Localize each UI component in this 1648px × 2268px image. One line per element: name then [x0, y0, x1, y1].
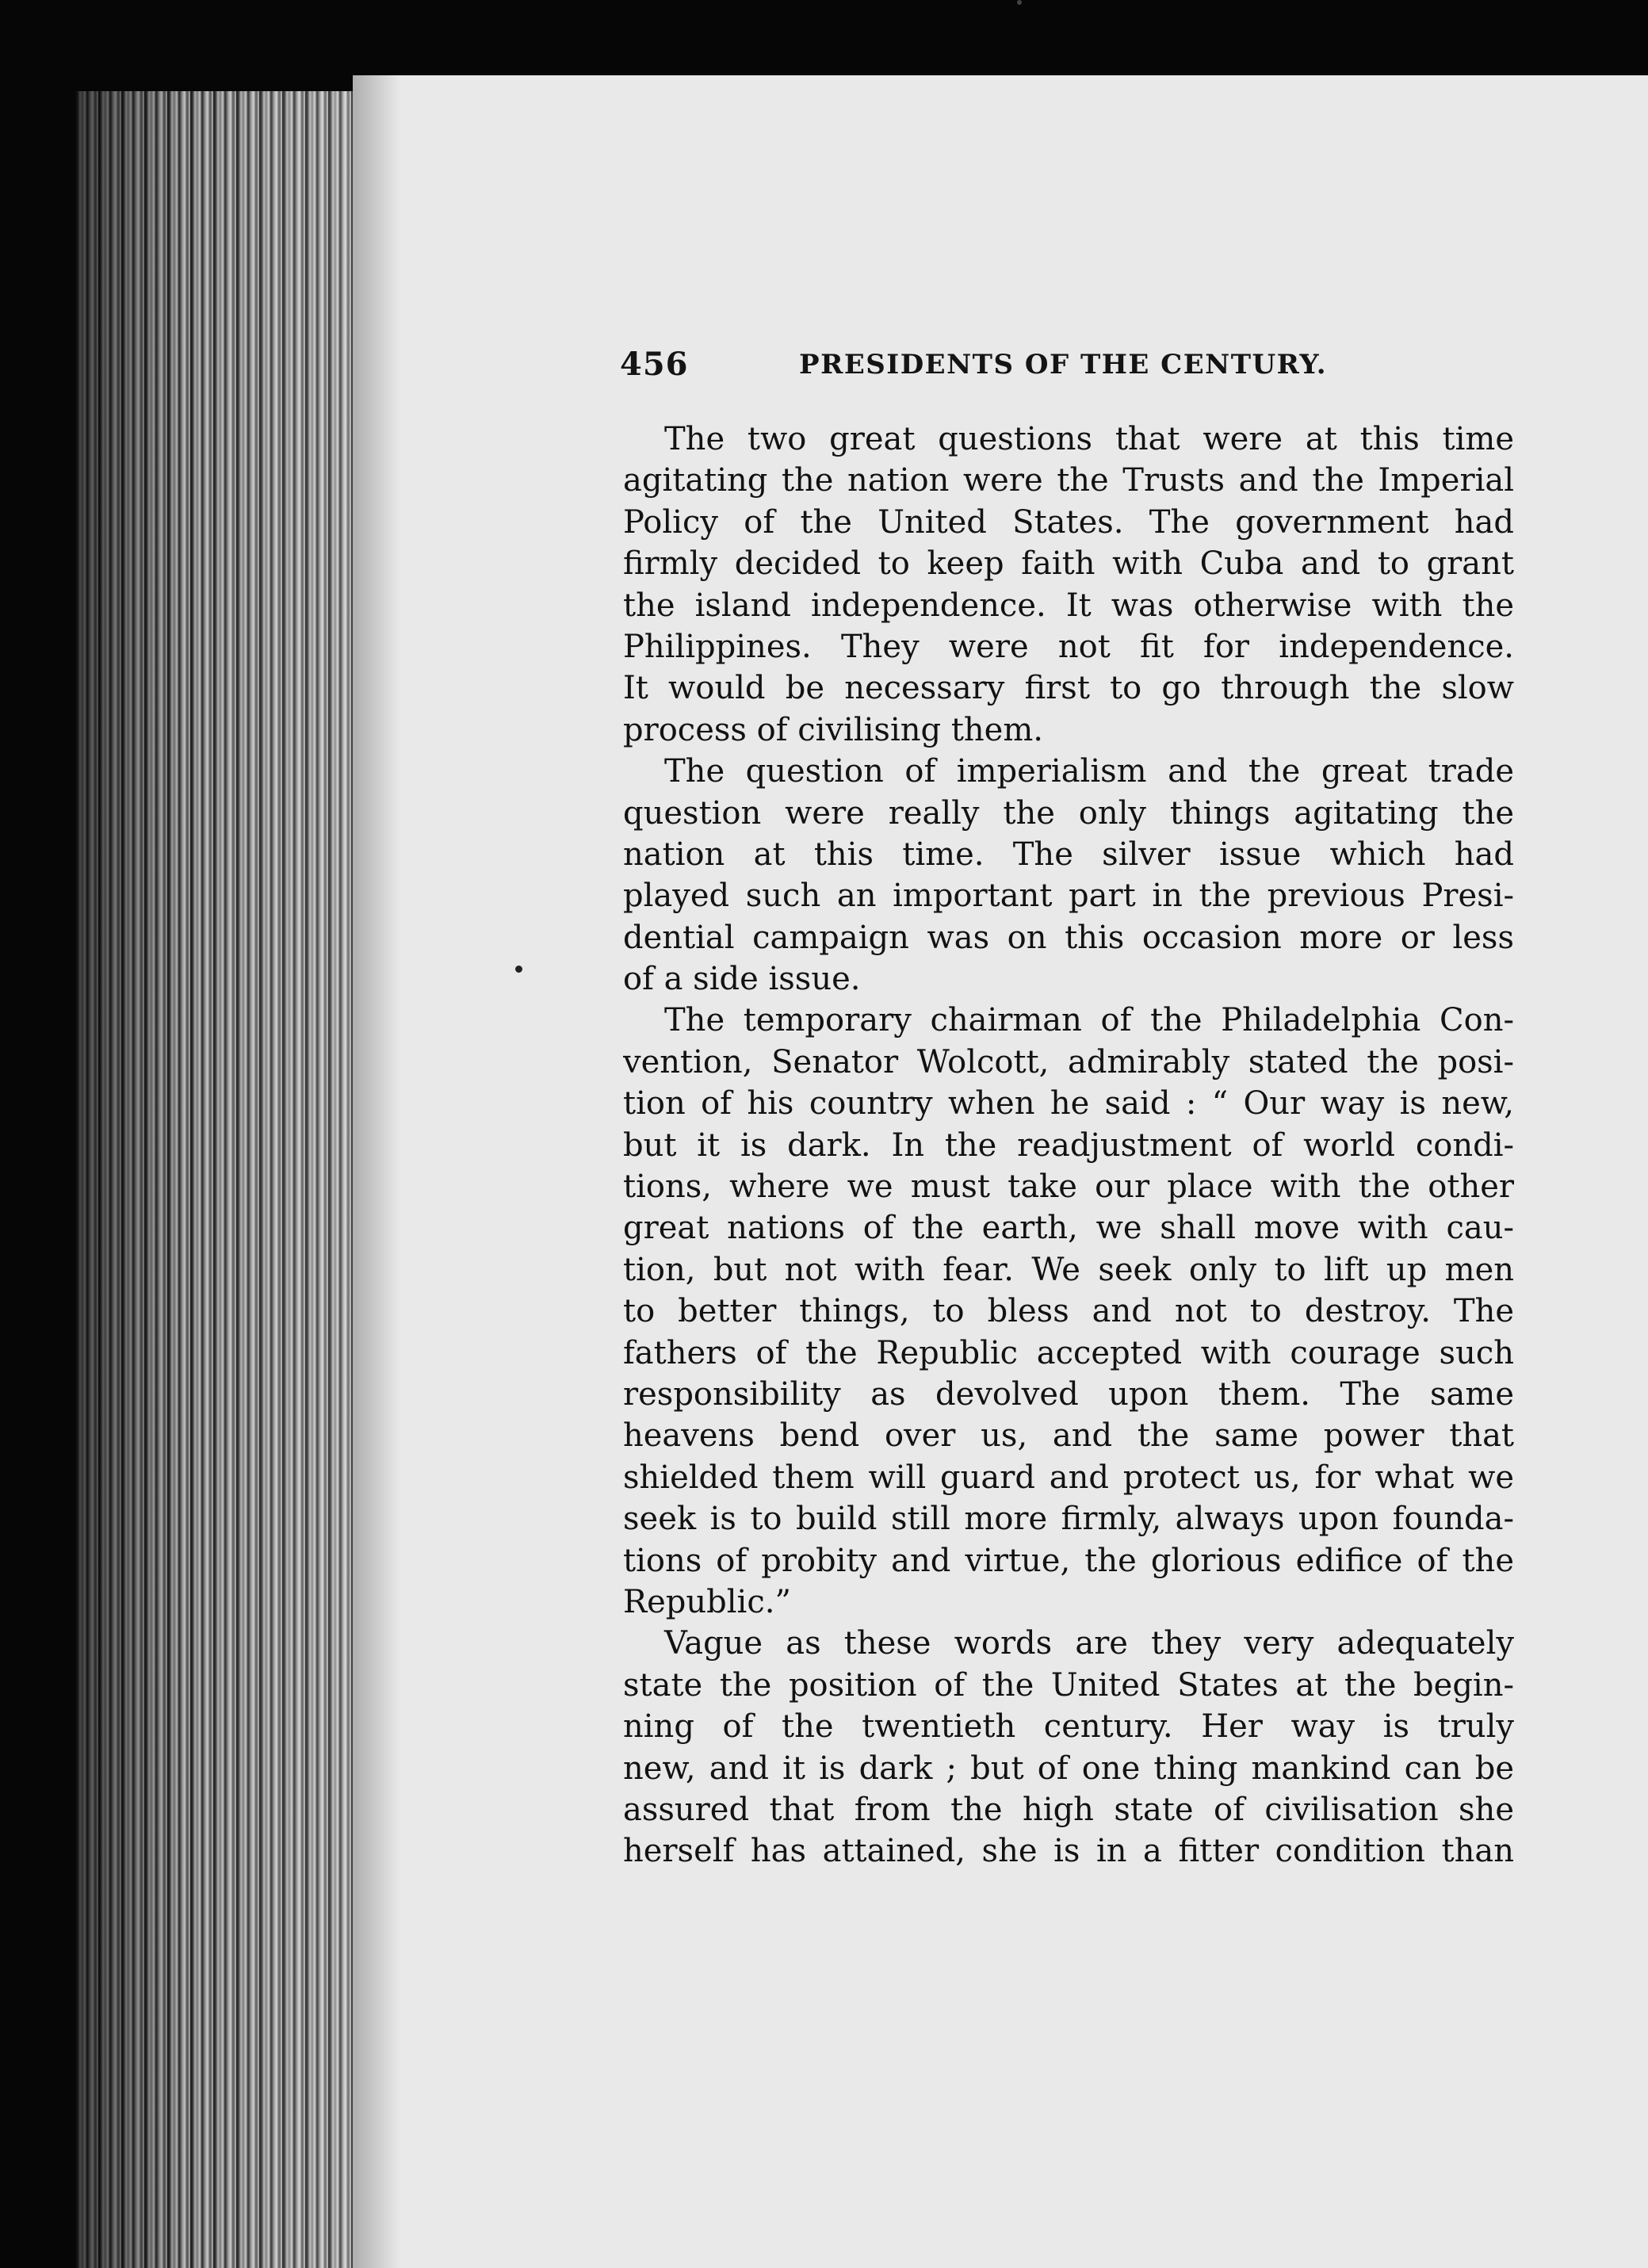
text-line: tion of his country when he said : “ Our way is new, — [623, 1085, 1514, 1123]
text-line: Policy of the United States. The government had — [623, 503, 1514, 541]
page-number: 456 — [620, 346, 689, 383]
body-text — [623, 419, 1514, 1872]
text-line: new, and it is dark ; but of one thing mankind can be — [623, 1750, 1514, 1787]
text-line: vention, Senator Wolcott, admirably stated the posi- — [623, 1043, 1514, 1080]
text-line: The question of imperialism and the great trade — [664, 753, 1514, 790]
running-title: PRESIDENTS OF THE CENTURY. — [799, 349, 1328, 381]
text-line: fathers of the Republic accepted with courage such — [623, 1334, 1514, 1371]
text-line: ning of the twentieth century. Her way is truly — [623, 1708, 1514, 1746]
text-line: The temporary chairman of the Philadelphia Con- — [664, 1002, 1514, 1039]
text-line: but it is dark. In the readjustment of world condi- — [623, 1126, 1514, 1164]
text-line: tions of probity and virtue, the glorious edifice of the — [623, 1542, 1514, 1579]
text-line: of a side issue. — [623, 961, 861, 998]
text-line: great nations of the earth, we shall move with cau- — [623, 1210, 1514, 1247]
text-line: process of civilising them. — [623, 711, 1043, 748]
text-line: Philippines. They were not fit for independence. — [623, 628, 1514, 665]
text-line: herself has attained, she is in a fitter condition than — [623, 1833, 1514, 1870]
scan-speck — [515, 966, 522, 973]
text-line: responsibility as devolved upon them. The same — [623, 1375, 1514, 1413]
text-line: state the position of the United States at the begin- — [623, 1666, 1514, 1704]
running-head — [620, 346, 1516, 393]
text-line: nation at this time. The silver issue which had — [623, 836, 1514, 873]
text-line: shielded them will guard and protect us, for what we — [623, 1459, 1514, 1496]
text-line: firmly decided to keep faith with Cuba and to grant — [623, 545, 1514, 583]
text-line: dential campaign was on this occasion more or less — [623, 919, 1514, 956]
text-line: agitating the nation were the Trusts and the Imperial — [623, 462, 1514, 499]
page-edges-shading — [75, 91, 357, 2268]
text-line: question were really the only things agitating the — [623, 794, 1514, 832]
text-line: played such an important part in the previous Presi- — [623, 878, 1514, 915]
text-line: tion, but not with fear. We seek only to lift up men — [623, 1251, 1514, 1288]
scan-speck — [1017, 0, 1022, 5]
text-line: seek is to build still more firmly, always upon founda- — [623, 1501, 1514, 1538]
text-line: the island independence. It was otherwise with the — [623, 587, 1514, 624]
text-line: Vague as these words are they very adequately — [664, 1625, 1514, 1662]
text-line: to better things, to bless and not to destroy. The — [623, 1293, 1514, 1330]
text-line: tions, where we must take our place with the other — [623, 1168, 1514, 1206]
text-line: The two great questions that were at this time — [664, 421, 1514, 457]
text-line: It would be necessary first to go through the slow — [623, 670, 1514, 707]
text-line: assured that from the high state of civilisation she — [623, 1791, 1514, 1828]
text-line: Republic.” — [623, 1583, 791, 1620]
page-gutter-shadow — [353, 75, 400, 2268]
text-line: heavens bend over us, and the same power that — [623, 1417, 1514, 1455]
